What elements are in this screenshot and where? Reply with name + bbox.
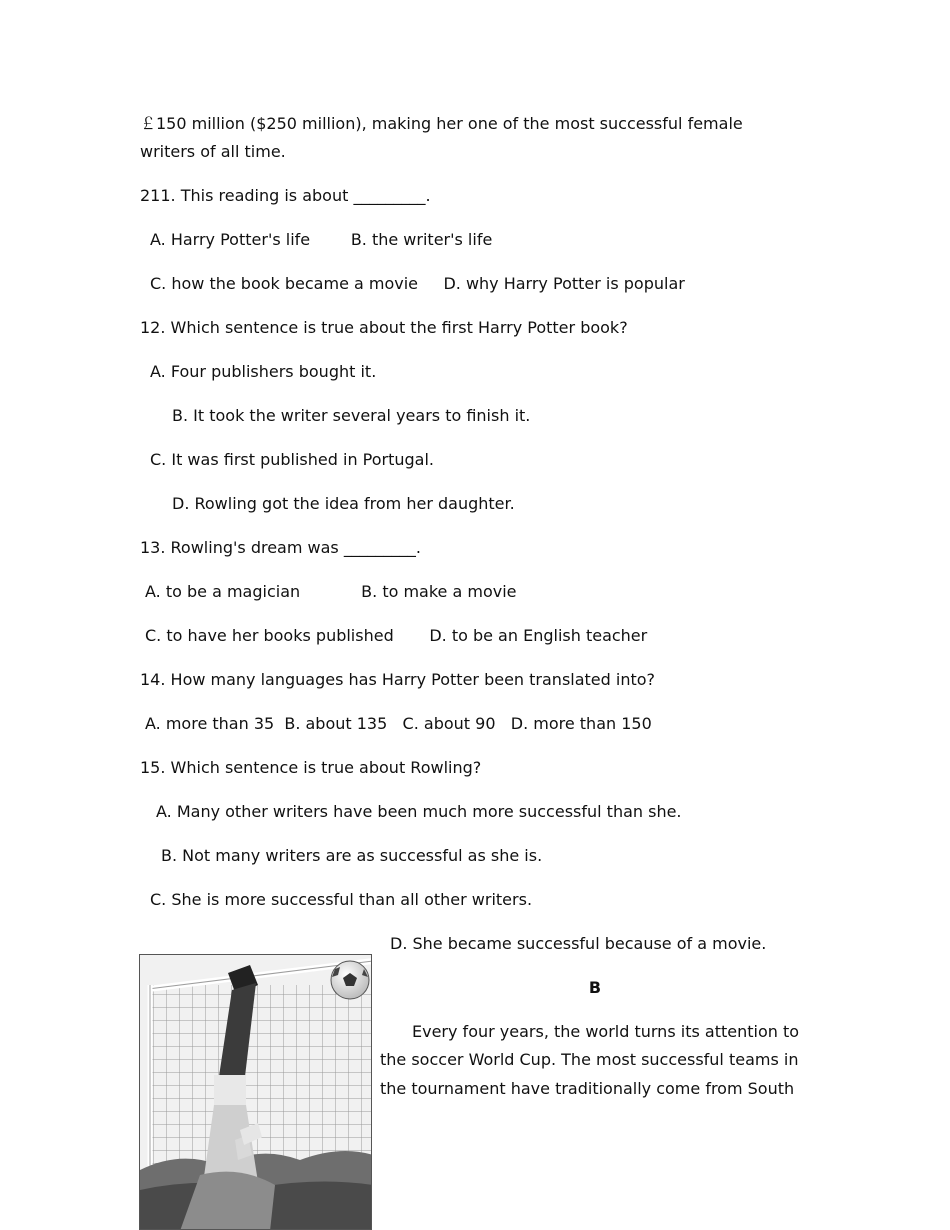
- soccer-goalkeeper-photo: [139, 954, 372, 1230]
- option-line: C. to have her books published D. to be an English teacher: [145, 626, 648, 645]
- option-line: C. She is more successful than all other writers.: [150, 890, 533, 909]
- option-line: A. to be a magician B. to make a movie: [145, 582, 517, 601]
- option-line: D. She became successful because of a movie.: [390, 934, 767, 953]
- question-stem: 12. Which sentence is true about the first Harry Potter book?: [140, 318, 628, 337]
- option-line: C. how the book became a movie D. why Harry Potter is popular: [150, 274, 685, 293]
- question-stem: 15. Which sentence is true about Rowling?: [140, 758, 482, 777]
- section-heading: B: [588, 978, 602, 997]
- option-line: B. It took the writer several years to finish it.: [172, 406, 531, 425]
- question-stem: 211. This reading is about _________.: [140, 186, 431, 205]
- paragraph-line: the tournament have traditionally come from South: [380, 1079, 795, 1098]
- option-line: C. It was first published in Portugal.: [150, 450, 435, 469]
- option-line: B. Not many writers are as successful as she is.: [161, 846, 543, 865]
- option-line: A. more than 35 B. about 135 C. about 90 D. more than 150: [145, 714, 652, 733]
- passage-line: ￡150 million ($250 million), making her one of the most successful female: [140, 114, 743, 133]
- paragraph-line: Every four years, the world turns its attention to: [412, 1022, 800, 1041]
- soccer-ball: [331, 961, 369, 999]
- option-line: A. Four publishers bought it.: [150, 362, 377, 381]
- paragraph-line: the soccer World Cup. The most successful teams in: [380, 1050, 799, 1069]
- option-line: A. Many other writers have been much more successful than she.: [156, 802, 682, 821]
- option-line: A. Harry Potter's life B. the writer's life: [150, 230, 493, 249]
- goalkeeper-illustration: [140, 955, 372, 1230]
- option-line: D. Rowling got the idea from her daughter.: [172, 494, 515, 513]
- question-stem: 14. How many languages has Harry Potter been translated into?: [140, 670, 656, 689]
- question-stem: 13. Rowling's dream was _________.: [140, 538, 421, 557]
- passage-line: writers of all time.: [140, 142, 286, 161]
